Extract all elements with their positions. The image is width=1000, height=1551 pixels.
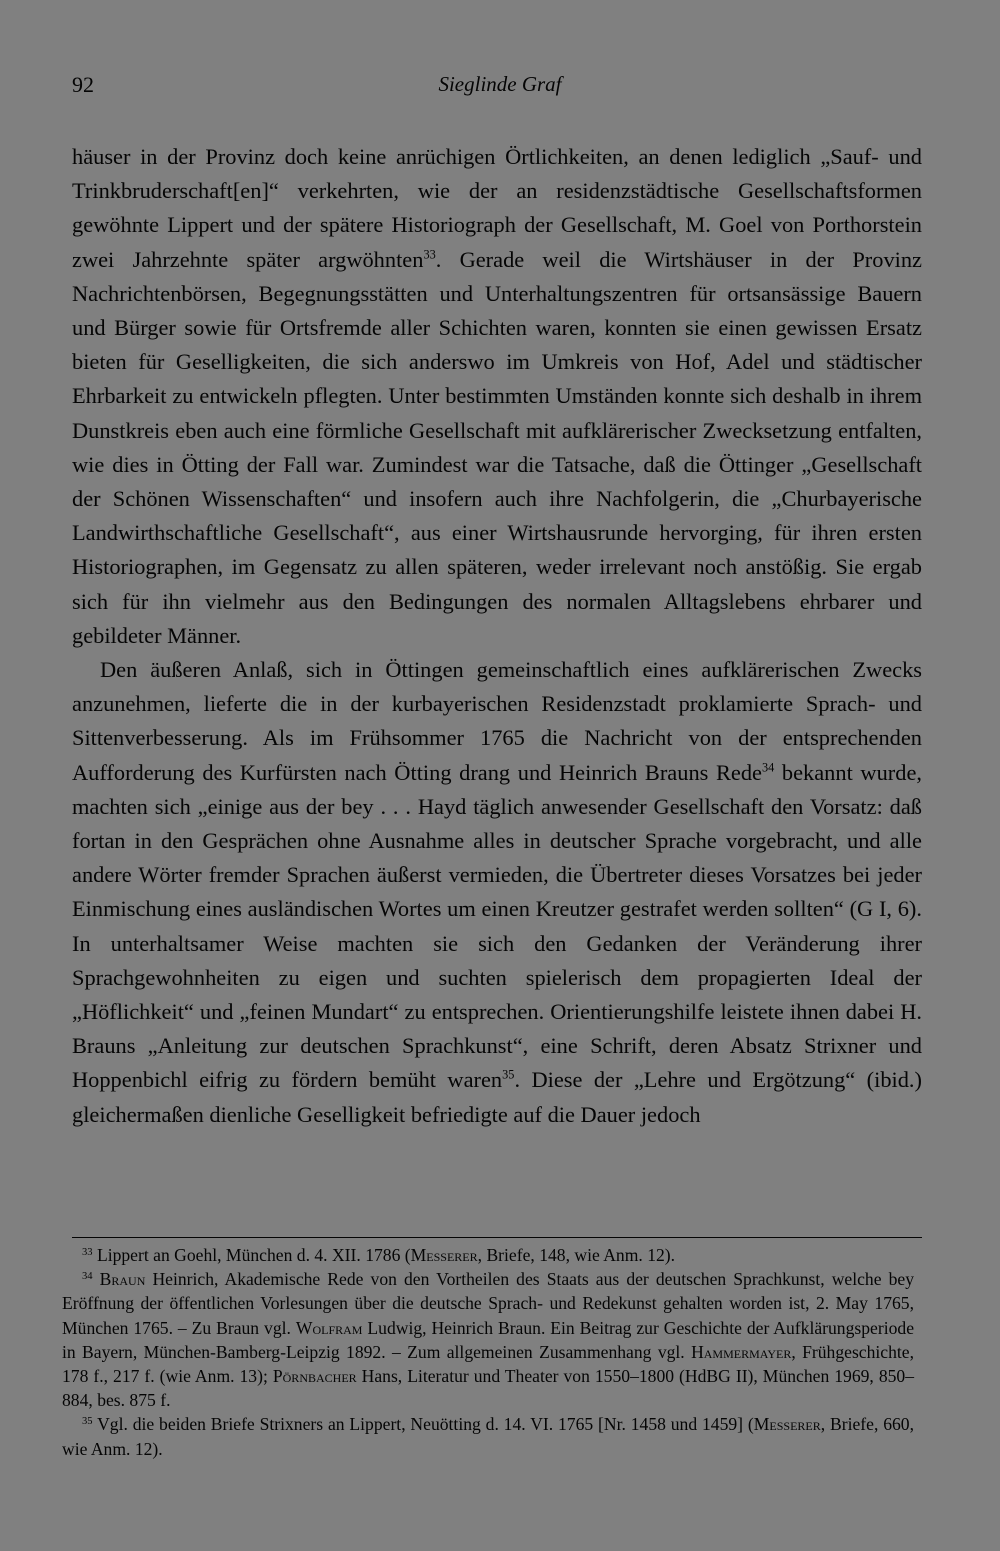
footnote-text: , Briefe, 660, wie Anm. 12). [62,1414,914,1459]
text-segment: . Gerade weil die Wirtshäuser in der Provinz Nachrichtenbörsen, Begegnungsstätten und Unterhaltungszentren für ortsansässige Bauern und Bürger sowie für Ortsfremde aller Schichten waren, konnten sie einen gewissen Ersatz bieten für Geselligkeiten, die sich anderswo im Umkreis von Hof, Adel und städtischer Ehrbarkeit zu entwickeln pflegten. Unter bestimmten Umständen konnte sich deshalb in ihrem Dunstkreis eben auch eine förmliche Gesellschaft mit aufklärerischer Zwecksetzung entfalten, wie dies in Ötting der Fall war. Zumindest war die Tatsache, daß die Öttinger „Gesellschaft der Schönen Wissenschaften“ und insofern auch ihre Nachfolgerin, die „Churbayerische Landwirthschaftliche Gesellschaft“, aus einer Wirtshausrunde hervorging, für ihren ersten Historiographen, im Gegensatz zu allen späteren, weder irrelevant noch anstößig. Sie ergab sich für ihn vielmehr aus den Bedingungen des normalen Alltagslebens ehrbarer und gebildeter Männer. [72,246,922,648]
text-segment: . Diese der „Lehre und Ergötzung“ (ibid.) gleichermaßen dienliche Geselligkeit befriedigte auf die Dauer jedoch [72,1067,922,1127]
footnote-ref-34: 34 [761,760,775,775]
author-name: Messerer [753,1414,821,1435]
running-head: Sieglinde Graf [438,72,562,96]
footnote-number: 35 [82,1416,93,1428]
main-text [72,140,922,1132]
text-segment: häuser in der Provinz doch keine anrüchigen Örtlichkeiten, an denen lediglich „Sauf- und Trinkbruderschaft[en]“ verkehrten, wie der an residenzstädtische Gesellschaftsformen gewöhnte Lippert und der spätere Historiograph der Gesellschaft, M. Goel von Porthorstein zwei Jahrzehnte später argwöhnten [72,144,922,272]
page-number: 92 [72,72,94,97]
footnote-35 [62,1412,914,1460]
footnote-ref-35: 35 [502,1067,515,1082]
text-segment: Den äußeren Anlaß, sich in Öttingen gemeinschaftlich eines aufklärerischen Zwecks anzunehmen, lieferte die in der kurbayerischen Residenzstadt proklamierte Sprach- und Sittenverbesserung. Als im Frühsommer 1765 die Nachricht von der entsprechenden Aufforderung des Kurfürsten nach Ötting drang und Heinrich Brauns Rede [72,657,922,785]
footnotes [62,1243,914,1461]
footnote-34 [62,1267,914,1412]
footnote-ref-33: 33 [423,247,436,261]
footnote-number: 34 [82,1271,93,1283]
footnote-text: , Briefe, 148, wie Anm. 12). [477,1245,676,1265]
author-name: Pörnbacher [272,1366,357,1387]
footnote-divider [72,1237,922,1238]
footnote-text: Lippert an Goehl, München d. 4. XII. 1786 ( [96,1245,411,1265]
footnote-text: Ludwig, Heinrich Braun. Ein Beitrag zur Geschichte der Aufklärungsperiode in Bayern, München-Bamberg-Leipzig 1892. – Zum allgemeinen Zusammenhang vgl. [62,1317,914,1362]
paragraph-2 [72,653,922,1132]
footnote-number: 33 [82,1247,93,1259]
footnote-33 [62,1243,914,1267]
author-name: Messerer [410,1245,478,1265]
author-name: Wolfram [295,1317,363,1338]
text-segment: bekannt wurde, machten sich „einige aus der bey . . . Hayd täglich anwesender Gesellschaft den Vorsatz: daß fortan in den Gesprächen ohne Ausnahme alles in deutscher Sprache vorgebracht, und alle andere Wörter fremder Sprachen äußerst vermieden, die Übertreter dieses Vorsatzes bei jeder Einmischung eines ausländischen Wortes um einen Kreutzer gestrafet werden sollten“ (G I, 6). In unterhaltsamer Weise machten sie sich den Gedanken der Veränderung ihrer Sprachgewohnheiten zu eigen und suchten spielerisch dem propagierten Ideal der „Höflichkeit“ und „feinen Mundart“ zu entsprechen. Orientierungshilfe leistete ihnen dabei H. Brauns „Anleitung zur deutschen Sprachkunst“, eine Schrift, deren Absatz Strixner und Hoppenbichl eifrig zu fördern bemüht waren [72,759,922,1093]
paragraph-1 [72,140,922,653]
footnote-text: Heinrich, Akademische Rede von den Vortheilen des Staats aus der deutschen Sprachkunst, welche bey Eröffnung der öffentlichen Vorlesungen über die deutsche Sprach- und Redekunst gehalten worden ist, 2. May 1765, München 1765. – Zu Braun vgl. [62,1269,914,1338]
page-header [72,72,928,104]
footnote-text: , Frühgeschichte, 178 f., 217 f. (wie Anm. 13); [62,1341,914,1387]
footnote-text: Hans, Literatur und Theater von 1550–1800 (HdBG II), München 1969, 850–884, bes. 875 f. [62,1366,915,1411]
author-name: Hammermayer [691,1341,792,1362]
author-name: Braun [99,1269,146,1290]
footnote-text: Vgl. die beiden Briefe Strixners an Lippert, Neuötting d. 14. VI. 1765 [Nr. 1458 und 1459] ( [97,1414,754,1435]
